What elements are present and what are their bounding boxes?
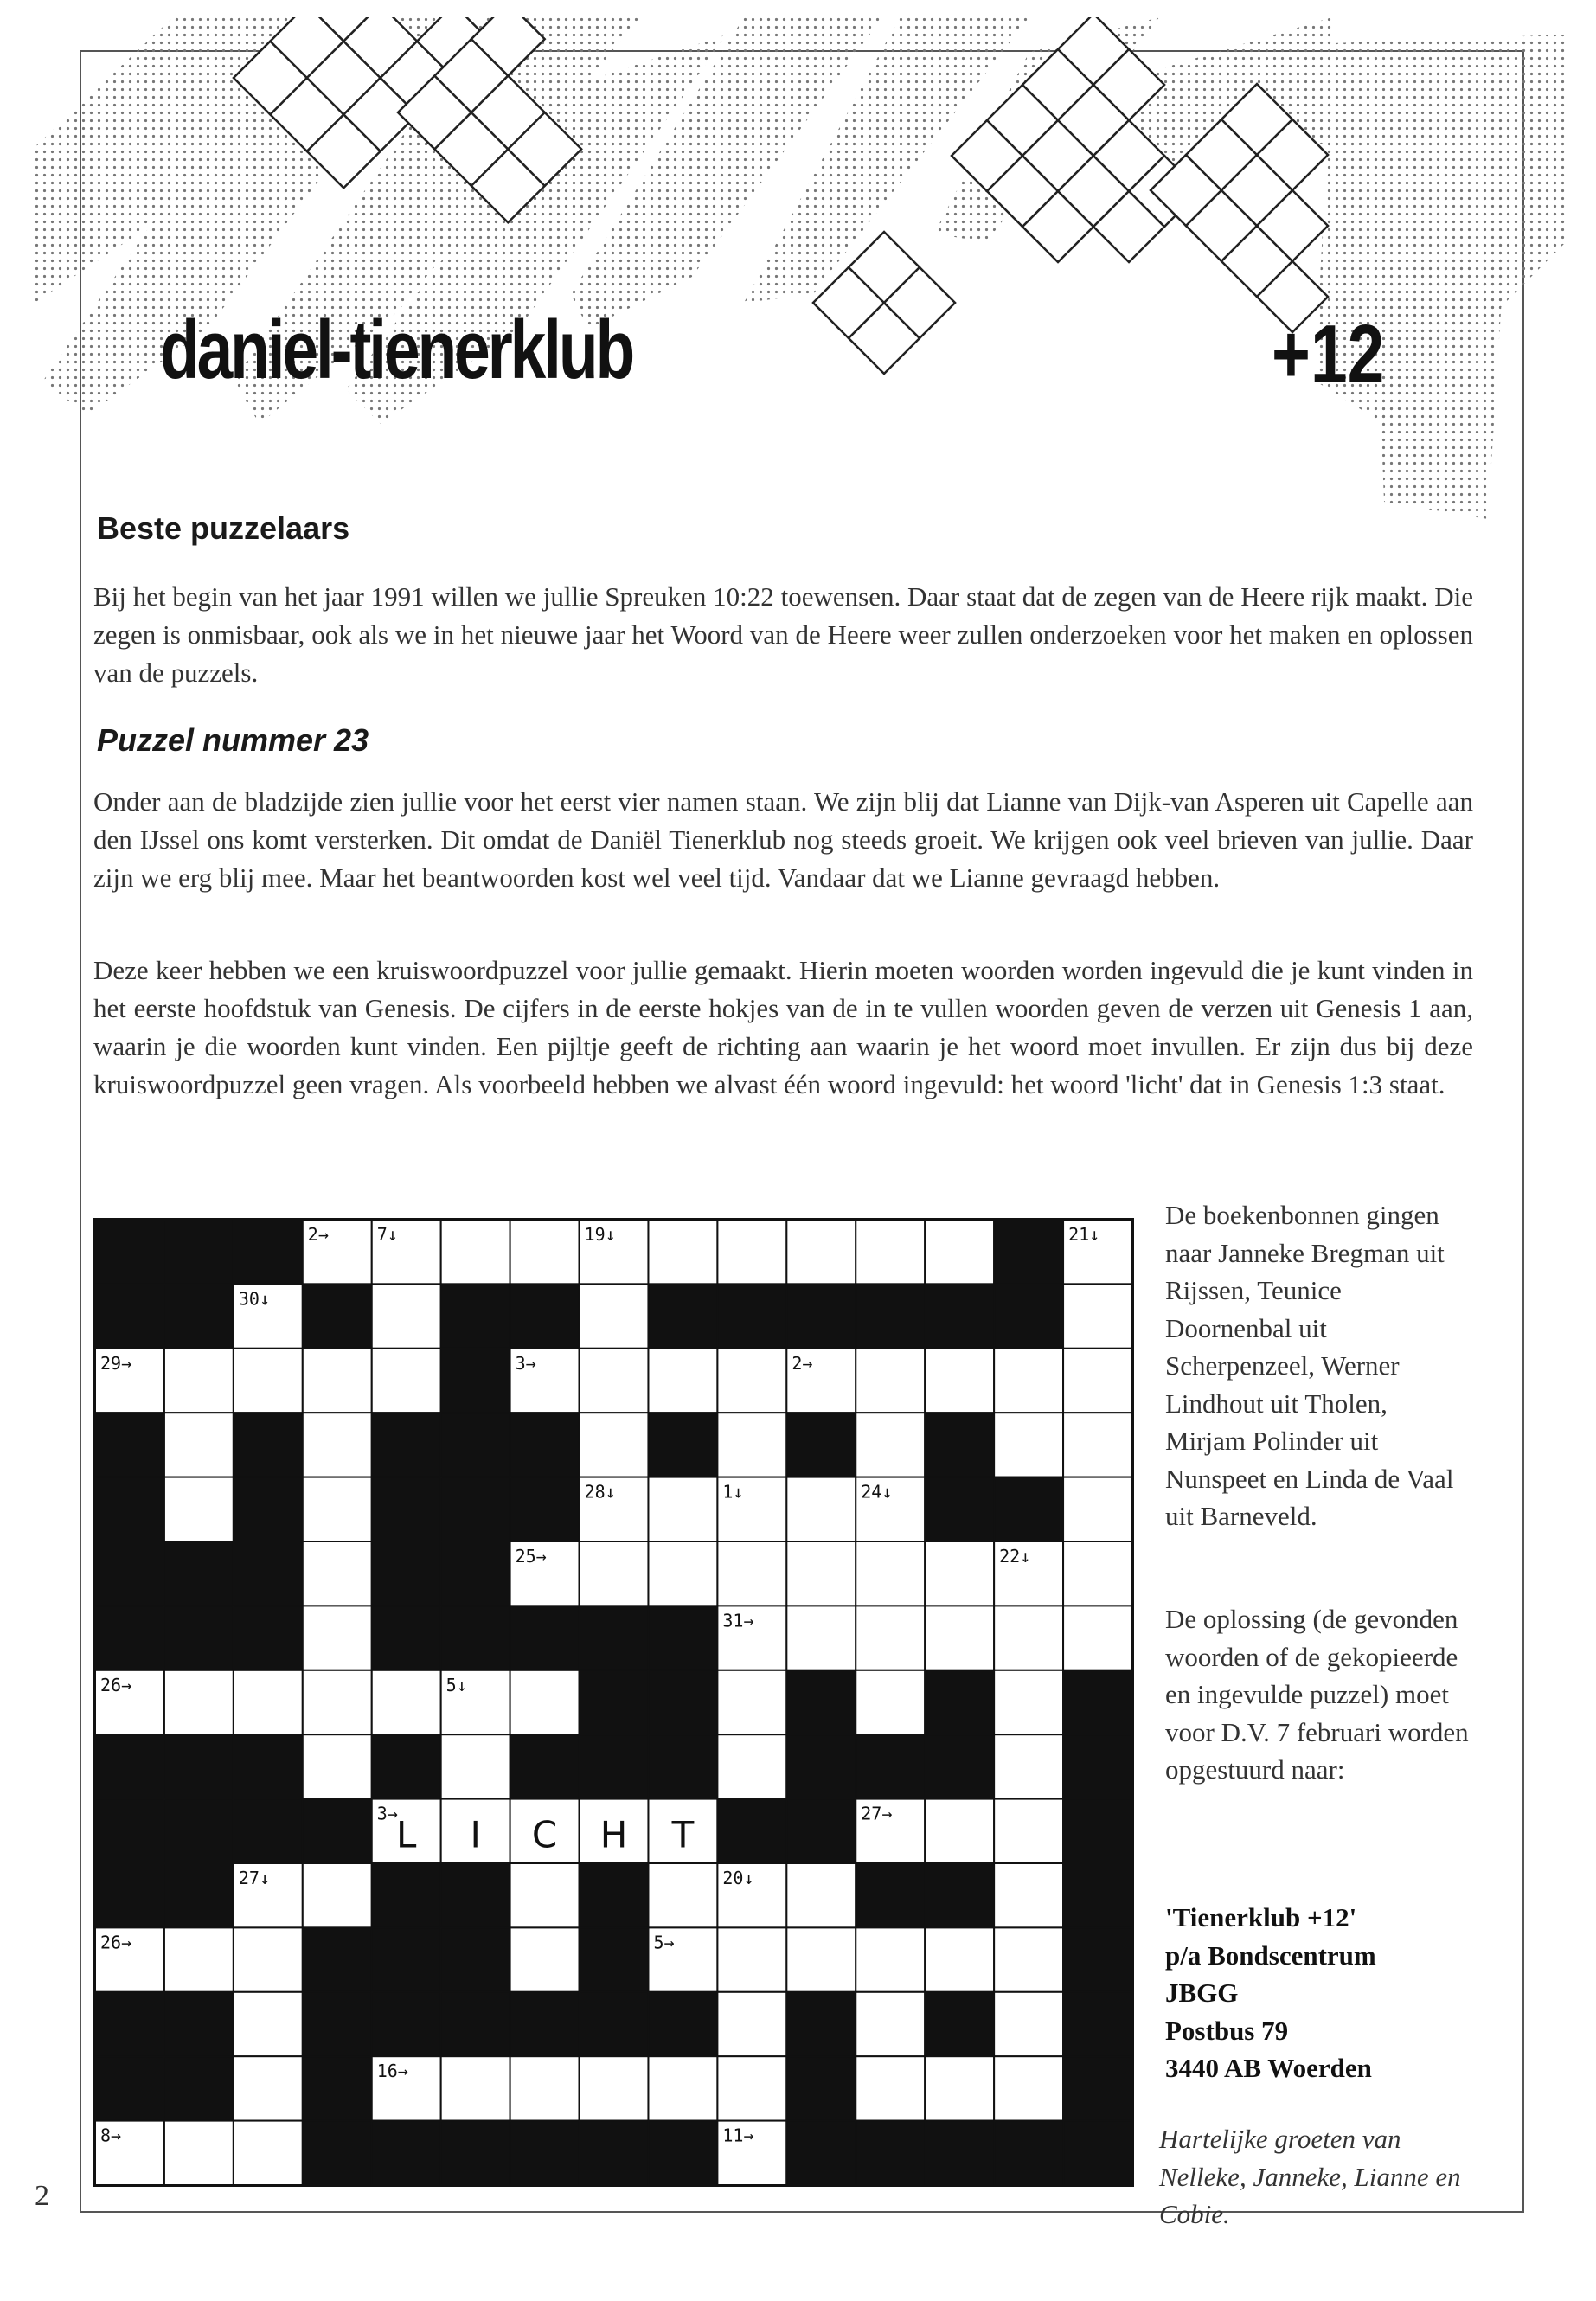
clue-number: 28↓ <box>584 1481 616 1503</box>
crossword-cell[interactable] <box>994 1670 1063 1734</box>
crossword-block <box>786 1413 856 1477</box>
crossword-cell[interactable] <box>580 1284 649 1348</box>
puzzle-instructions-text: Deze keer hebben we een kruiswoordpuzzel voor jullie gemaakt. Hierin moeten woorden worden ingevuld die je kunt vinden in het eerste hoofdstuk van Genesis. De cijfers in de eerste hokjes van de in te vullen woorden geven de verzen uit Genesis 1 aan, waarin je die woorden kunt vinden. Een pijltje geeft de richting aan waarin je het woord moet invullen. Er zijn dus bij deze kruiswoordpuzzel geen vragen. Als voorbeeld hebben we alvast één woord ingevuld: het woord 'licht' dat in Genesis 1:3 staat. <box>93 955 1473 1099</box>
clue-number: 2→ <box>307 1224 329 1245</box>
crossword-cell[interactable] <box>648 2056 717 2120</box>
crossword-cell[interactable] <box>234 2121 303 2185</box>
crossword-block <box>648 1284 717 1348</box>
crossword-cell[interactable] <box>994 1992 1063 2056</box>
crossword-block <box>510 2121 580 2185</box>
crossword-cell[interactable] <box>372 1349 441 1413</box>
clue-number: 7↓ <box>376 1224 398 1245</box>
crossword-cell[interactable] <box>1063 1284 1132 1348</box>
crossword-block <box>510 1284 580 1348</box>
crossword-grid <box>93 1218 1134 2187</box>
crossword-block <box>648 1734 717 1798</box>
puzzle-heading: Puzzel nummer 23 <box>97 722 369 758</box>
clue-number: 21↓ <box>1068 1224 1100 1245</box>
crossword-cell[interactable] <box>164 1927 234 1991</box>
crossword-block <box>1063 1992 1132 2056</box>
crossword-block <box>95 1541 164 1606</box>
crossword-block <box>372 1541 441 1606</box>
crossword-block <box>580 1863 649 1927</box>
crossword-block <box>786 1799 856 1863</box>
crossword-block <box>580 1606 649 1670</box>
crossword-block <box>856 1284 925 1348</box>
crossword-block <box>717 1799 786 1863</box>
crossword-cell[interactable] <box>303 1477 372 1541</box>
crossword-block <box>648 2121 717 2185</box>
address-line: 3440 AB Woerden <box>1165 2053 1372 2083</box>
crossword-cell[interactable] <box>925 2056 994 2120</box>
crossword-cell[interactable] <box>648 1477 717 1541</box>
crossword-cell[interactable] <box>994 2056 1063 2120</box>
crossword-cell[interactable] <box>510 2056 580 2120</box>
crossword-block <box>95 1220 164 1284</box>
crossword-cell[interactable] <box>234 1992 303 2056</box>
crossword-block <box>164 2056 234 2120</box>
crossword-cell[interactable] <box>786 1927 856 1991</box>
crossword-block <box>441 2121 510 2185</box>
crossword-cell[interactable] <box>856 2056 925 2120</box>
crossword-block <box>95 1992 164 2056</box>
crossword-block <box>510 1413 580 1477</box>
crossword-cell[interactable] <box>786 1477 856 1541</box>
crossword-block <box>234 1799 303 1863</box>
crossword-block <box>580 1927 649 1991</box>
crossword-block <box>95 1799 164 1863</box>
crossword-cell[interactable] <box>580 1541 649 1606</box>
clue-number: 3→ <box>515 1352 536 1374</box>
crossword-cell[interactable] <box>994 1863 1063 1927</box>
crossword-cell[interactable] <box>303 1863 372 1927</box>
postal-address <box>1165 1899 1472 2087</box>
crossword-block <box>580 1670 649 1734</box>
crossword-block <box>234 1606 303 1670</box>
crossword-block <box>372 1477 441 1541</box>
crossword-block <box>95 1606 164 1670</box>
crossword-cell[interactable] <box>925 1349 994 1413</box>
address-line: 'Tienerklub +12' <box>1165 1902 1357 1932</box>
crossword-cell[interactable] <box>856 1927 925 1991</box>
crossword-cell[interactable] <box>717 2056 786 2120</box>
crossword-block <box>994 2121 1063 2185</box>
crossword-block <box>925 1477 994 1541</box>
crossword-block <box>994 1220 1063 1284</box>
crossword-block <box>441 1863 510 1927</box>
crossword-cell[interactable] <box>925 1606 994 1670</box>
crossword-cell[interactable] <box>648 1863 717 1927</box>
crossword-cell[interactable] <box>648 1220 717 1284</box>
crossword-block <box>786 1992 856 2056</box>
crossword-block <box>648 1413 717 1477</box>
crossword-cell[interactable] <box>303 1734 372 1798</box>
crossword-block <box>856 1863 925 1927</box>
filled-letter: L <box>395 1813 417 1856</box>
crossword-block <box>786 2056 856 2120</box>
crossword-cell[interactable] <box>786 1220 856 1284</box>
crossword-cell[interactable] <box>372 1284 441 1348</box>
crossword-cell[interactable] <box>717 1670 786 1734</box>
crossword-cell[interactable] <box>510 1927 580 1991</box>
crossword-cell[interactable] <box>994 1734 1063 1798</box>
clue-number: 16→ <box>376 2061 408 2082</box>
crossword-cell[interactable] <box>717 1927 786 1991</box>
crossword-cell[interactable] <box>856 1541 925 1606</box>
crossword-block <box>164 1541 234 1606</box>
crossword-cell[interactable] <box>580 1413 649 1477</box>
crossword-block <box>994 1477 1063 1541</box>
crossword-block <box>925 1413 994 1477</box>
crossword-cell[interactable] <box>441 1220 510 1284</box>
crossword-block <box>510 1992 580 2056</box>
crossword-block <box>95 1863 164 1927</box>
crossword-cell[interactable] <box>303 1413 372 1477</box>
crossword-cell[interactable] <box>580 1349 649 1413</box>
crossword-block <box>441 1992 510 2056</box>
crossword-cell[interactable] <box>164 1349 234 1413</box>
crossword-cell[interactable] <box>234 1927 303 1991</box>
solution-instructions: De oplossing (de gevonden woorden of de gekopieerde en ingevulde puzzel) moet voor D.V. 7 februari worden opgestuurd naar: <box>1165 1604 1469 1785</box>
page-title: daniel-tienerklub <box>160 304 633 396</box>
crossword-cell[interactable] <box>303 1349 372 1413</box>
crossword-block <box>372 1413 441 1477</box>
crossword-cell[interactable] <box>234 1670 303 1734</box>
clue-number: 22↓ <box>999 1546 1031 1567</box>
crossword-block <box>648 1992 717 2056</box>
crossword-block <box>856 2121 925 2185</box>
crossword-cell[interactable] <box>648 1349 717 1413</box>
crossword-block <box>441 1413 510 1477</box>
crossword-cell[interactable] <box>164 1413 234 1477</box>
intro-heading: Beste puzzelaars <box>97 510 350 546</box>
crossword-block <box>510 1734 580 1798</box>
crossword-block <box>925 2121 994 2185</box>
crossword-cell[interactable] <box>648 1541 717 1606</box>
crossword-block <box>441 1284 510 1348</box>
crossword-cell[interactable] <box>441 2056 510 2120</box>
crossword-block <box>1063 1734 1132 1798</box>
crossword-cell[interactable] <box>994 1927 1063 1991</box>
clue-number: 19↓ <box>584 1224 616 1245</box>
crossword-cell[interactable] <box>994 1606 1063 1670</box>
crossword-block <box>164 1863 234 1927</box>
crossword-block <box>441 1477 510 1541</box>
crossword-block <box>372 1606 441 1670</box>
crossword-block <box>441 1927 510 1991</box>
crossword-cell[interactable] <box>441 1734 510 1798</box>
crossword-block <box>786 1734 856 1798</box>
crossword-block <box>786 2121 856 2185</box>
crossword-cell[interactable] <box>1063 1349 1132 1413</box>
crossword-cell[interactable] <box>1063 1541 1132 1606</box>
crossword-cell[interactable] <box>786 1541 856 1606</box>
crossword-cell[interactable] <box>925 1927 994 1991</box>
crossword-block <box>95 1734 164 1798</box>
crossword-block <box>648 1606 717 1670</box>
crossword-block <box>580 1734 649 1798</box>
crossword-block <box>164 1992 234 2056</box>
crossword-cell[interactable] <box>856 1606 925 1670</box>
crossword-cell[interactable] <box>1063 1413 1132 1477</box>
crossword-block <box>303 1799 372 1863</box>
crossword-cell[interactable] <box>856 1220 925 1284</box>
crossword-block <box>372 1863 441 1927</box>
clue-number: 27↓ <box>238 1868 270 1888</box>
address-line: Postbus 79 <box>1165 2015 1289 2046</box>
crossword-block <box>303 1992 372 2056</box>
crossword-block <box>441 1349 510 1413</box>
crossword-block <box>648 1670 717 1734</box>
crossword-block <box>1063 1863 1132 1927</box>
crossword-cell[interactable] <box>994 1799 1063 1863</box>
crossword-cell[interactable] <box>717 1992 786 2056</box>
crossword-block <box>95 2056 164 2120</box>
crossword-block <box>925 1992 994 2056</box>
crossword-cell[interactable] <box>856 1992 925 2056</box>
crossword-block <box>441 1541 510 1606</box>
crossword-block <box>994 1284 1063 1348</box>
crossword-cell[interactable] <box>510 1220 580 1284</box>
puzzle-intro-text: Onder aan de bladzijde zien jullie voor het eerst vier namen staan. We zijn blij dat Lianne van Dijk-van Asperen uit Capelle aan den IJssel ons komt versterken. Dit omdat de Daniël Tienerklub nog steeds groeit. We krijgen ook veel brieven van jullie. Daar zijn we erg blij mee. Maar het beantwoorden kost wel veel tijd. Vandaar dat we Lianne gevraagd hebben. <box>93 786 1473 893</box>
crossword-block <box>580 1992 649 2056</box>
clue-number: 8→ <box>100 2125 122 2146</box>
crossword-block <box>925 1863 994 1927</box>
crossword-block <box>1063 1799 1132 1863</box>
crossword-cell[interactable] <box>234 1349 303 1413</box>
crossword-cell[interactable] <box>164 1477 234 1541</box>
crossword-block <box>925 1284 994 1348</box>
crossword-block <box>164 1220 234 1284</box>
crossword-cell[interactable] <box>856 1670 925 1734</box>
crossword-cell[interactable] <box>994 1349 1063 1413</box>
crossword-block <box>856 1734 925 1798</box>
crossword-cell[interactable] <box>786 1863 856 1927</box>
clue-number: 27→ <box>861 1803 893 1824</box>
crossword-block <box>303 2056 372 2120</box>
crossword-block <box>164 1734 234 1798</box>
crossword-cell[interactable] <box>303 1541 372 1606</box>
crossword-cell[interactable] <box>856 1413 925 1477</box>
crossword-block <box>925 1670 994 1734</box>
address-line: p/a Bondscentrum <box>1165 1939 1376 1971</box>
filled-letter: I <box>470 1813 481 1856</box>
crossword-cell[interactable] <box>510 1863 580 1927</box>
crossword-cell[interactable] <box>717 1413 786 1477</box>
address-line: JBGG <box>1165 1977 1239 2008</box>
crossword-block <box>234 1541 303 1606</box>
crossword-cell[interactable] <box>717 1220 786 1284</box>
crossword-cell[interactable] <box>1063 1606 1132 1670</box>
crossword-block <box>95 1477 164 1541</box>
crossword-cell[interactable] <box>717 1734 786 1798</box>
clue-number: 29→ <box>100 1352 132 1374</box>
crossword-block <box>234 1734 303 1798</box>
clue-number: 5→ <box>653 1932 675 1953</box>
crossword-block <box>303 1284 372 1348</box>
crossword-block <box>372 1734 441 1798</box>
crossword-block <box>510 1606 580 1670</box>
crossword-block <box>580 2121 649 2185</box>
crossword-block <box>372 1927 441 1991</box>
crossword-block <box>372 2121 441 2185</box>
crossword-cell[interactable] <box>510 1670 580 1734</box>
crossword-block <box>164 1799 234 1863</box>
crossword-block <box>234 1413 303 1477</box>
clue-number: 24↓ <box>861 1481 893 1503</box>
crossword-cell[interactable] <box>717 1349 786 1413</box>
clue-number: 26→ <box>100 1674 132 1695</box>
crossword-cell[interactable] <box>303 1670 372 1734</box>
clue-number: 2→ <box>792 1352 813 1374</box>
crossword-cell[interactable] <box>925 1799 994 1863</box>
clue-number: 25→ <box>515 1546 547 1567</box>
crossword-block <box>1063 1927 1132 1991</box>
header-tile-art <box>35 17 1566 536</box>
clue-number: 31→ <box>722 1610 754 1631</box>
crossword-block <box>372 1992 441 2056</box>
crossword-cell[interactable] <box>717 1541 786 1606</box>
crossword-cell[interactable] <box>925 1220 994 1284</box>
crossword-block <box>303 1927 372 1991</box>
winners-text: De boekenbonnen gingen naar Janneke Bregman uit Rijssen, Teunice Doornenbal uit Scherpenzeel, Werner Lindhout uit Tholen, Mirjam Polinder uit Nunspeet en Linda de Vaal uit Barneveld. <box>1165 1200 1454 1531</box>
crossword-block <box>1063 2121 1132 2185</box>
crossword-block <box>303 2121 372 2185</box>
crossword-cell[interactable] <box>580 2056 649 2120</box>
crossword-block <box>510 1477 580 1541</box>
crossword-cell[interactable] <box>925 1541 994 1606</box>
crossword-cell[interactable] <box>164 1670 234 1734</box>
crossword-block <box>1063 2056 1132 2120</box>
filled-letter: T <box>671 1813 695 1856</box>
clue-number: 26→ <box>100 1932 132 1953</box>
clue-number: 20↓ <box>722 1868 754 1888</box>
crossword-block <box>786 1670 856 1734</box>
crossword-block <box>234 1477 303 1541</box>
clue-number: 11→ <box>722 2125 754 2146</box>
crossword-block <box>95 1284 164 1348</box>
crossword-block <box>717 1284 786 1348</box>
filled-letter: H <box>599 1813 628 1856</box>
crossword-cell[interactable] <box>994 1413 1063 1477</box>
clue-number: 30↓ <box>238 1288 270 1310</box>
crossword-block <box>164 1606 234 1670</box>
crossword-cell[interactable] <box>234 2056 303 2120</box>
age-badge: +12 <box>1272 308 1385 401</box>
crossword-cell[interactable] <box>1063 1477 1132 1541</box>
filled-letter: C <box>531 1813 558 1856</box>
clue-number: 3→ <box>376 1803 398 1824</box>
crossword-cell[interactable] <box>856 1349 925 1413</box>
crossword-block <box>925 1734 994 1798</box>
crossword-block <box>164 1284 234 1348</box>
greeting-text: Hartelijke groeten van Nelleke, Janneke, Lianne en Cobie. <box>1159 2124 1461 2229</box>
crossword-cell[interactable] <box>786 1606 856 1670</box>
intro-text: Bij het begin van het jaar 1991 willen we jullie Spreuken 10:22 toewensen. Daar staat dat de zegen van de Heere rijk maakt. Die zegen is onmisbaar, ook als we in het nieuwe jaar het Woord van de Heere weer zullen onderzoeken voor het maken en oplossen van de puzzels. <box>93 581 1473 688</box>
crossword-block <box>786 1284 856 1348</box>
crossword-cell[interactable] <box>372 1670 441 1734</box>
page-number: 2 <box>35 2180 49 2212</box>
crossword-cell[interactable] <box>303 1606 372 1670</box>
crossword-block <box>441 1606 510 1670</box>
crossword-block <box>234 1220 303 1284</box>
crossword-block <box>1063 1670 1132 1734</box>
crossword-block <box>95 1413 164 1477</box>
clue-number: 5↓ <box>445 1674 467 1695</box>
clue-number: 1↓ <box>722 1481 744 1503</box>
crossword-cell[interactable] <box>164 2121 234 2185</box>
